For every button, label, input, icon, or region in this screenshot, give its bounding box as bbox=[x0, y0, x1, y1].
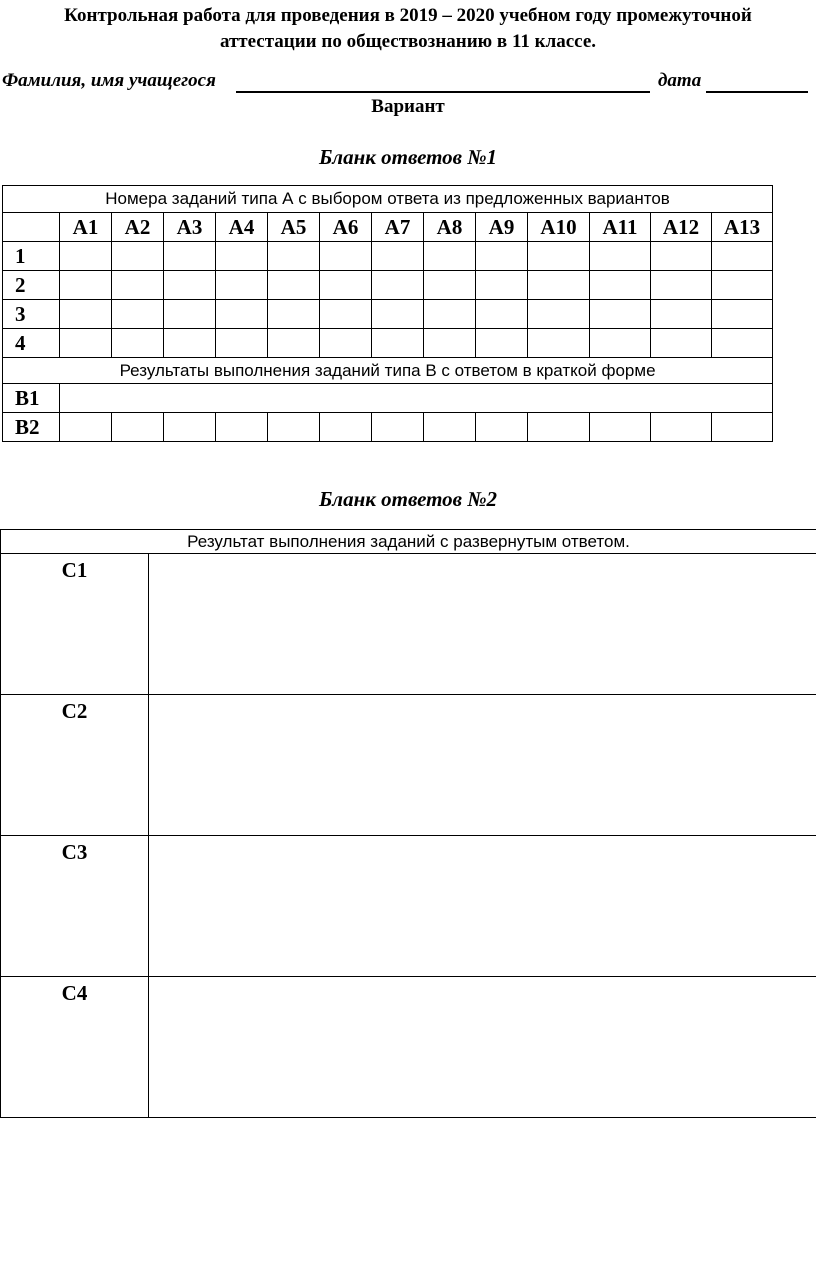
c-row bbox=[1, 977, 816, 1118]
answer-cell[interactable] bbox=[651, 413, 712, 442]
corner-cell bbox=[3, 213, 60, 242]
c4-answer-area[interactable] bbox=[149, 977, 816, 1118]
answer-cell[interactable] bbox=[528, 300, 590, 329]
col-header: А6 bbox=[320, 213, 372, 242]
row-header: 1 bbox=[3, 242, 60, 271]
answer-row bbox=[3, 271, 773, 300]
col-header: А10 bbox=[528, 213, 590, 242]
row-header: 3 bbox=[3, 300, 60, 329]
answer-cell[interactable] bbox=[712, 329, 773, 358]
b-row bbox=[3, 413, 773, 442]
c2-answer-area[interactable] bbox=[149, 695, 816, 836]
answer-cell[interactable] bbox=[372, 271, 424, 300]
answer-cell[interactable] bbox=[216, 329, 268, 358]
answer-cell[interactable] bbox=[268, 271, 320, 300]
row-header: 2 bbox=[3, 271, 60, 300]
answer-cell[interactable] bbox=[268, 300, 320, 329]
c1-answer-area[interactable] bbox=[149, 554, 816, 695]
row-header: В2 bbox=[3, 413, 60, 442]
answer-row bbox=[3, 329, 773, 358]
col-header: А8 bbox=[424, 213, 476, 242]
col-header: А13 bbox=[712, 213, 773, 242]
answer-cell[interactable] bbox=[528, 413, 590, 442]
document-title bbox=[0, 3, 816, 55]
answer-cell[interactable] bbox=[164, 413, 216, 442]
answer-cell[interactable] bbox=[372, 300, 424, 329]
answer-cell[interactable] bbox=[268, 413, 320, 442]
row-header: 4 bbox=[3, 329, 60, 358]
student-name-field[interactable] bbox=[236, 91, 650, 93]
answer-cell[interactable] bbox=[216, 242, 268, 271]
col-header: А9 bbox=[476, 213, 528, 242]
answer-table-1 bbox=[2, 185, 773, 442]
answer-cell[interactable] bbox=[112, 300, 164, 329]
answer-cell[interactable] bbox=[320, 242, 372, 271]
c-row bbox=[1, 836, 816, 977]
answer-cell[interactable] bbox=[476, 271, 528, 300]
answer-cell[interactable] bbox=[590, 242, 651, 271]
answer-cell[interactable] bbox=[712, 242, 773, 271]
date-field[interactable] bbox=[706, 91, 808, 93]
answer-cell[interactable] bbox=[590, 329, 651, 358]
col-header: А7 bbox=[372, 213, 424, 242]
answer-cell[interactable] bbox=[476, 413, 528, 442]
answer-cell[interactable] bbox=[372, 329, 424, 358]
answer-cell[interactable] bbox=[590, 413, 651, 442]
answer-cell[interactable] bbox=[60, 329, 112, 358]
row-header: С4 bbox=[1, 977, 149, 1118]
answer-row bbox=[3, 300, 773, 329]
answer-cell[interactable] bbox=[651, 242, 712, 271]
answer-cell[interactable] bbox=[112, 242, 164, 271]
c-row bbox=[1, 695, 816, 836]
answer-cell[interactable] bbox=[320, 413, 372, 442]
answer-cell[interactable] bbox=[651, 329, 712, 358]
col-header: А12 bbox=[651, 213, 712, 242]
answer-cell[interactable] bbox=[476, 329, 528, 358]
answer-cell[interactable] bbox=[372, 242, 424, 271]
answer-cell[interactable] bbox=[320, 329, 372, 358]
answer-cell[interactable] bbox=[712, 413, 773, 442]
answer-cell[interactable] bbox=[112, 413, 164, 442]
answer-cell[interactable] bbox=[60, 300, 112, 329]
answer-cell[interactable] bbox=[216, 300, 268, 329]
answer-cell[interactable] bbox=[320, 300, 372, 329]
answer-cell[interactable] bbox=[60, 271, 112, 300]
answer-cell[interactable] bbox=[268, 329, 320, 358]
answer-cell[interactable] bbox=[528, 242, 590, 271]
answer-cell[interactable] bbox=[372, 413, 424, 442]
answer-cell[interactable] bbox=[651, 271, 712, 300]
b1-answer-field[interactable] bbox=[60, 384, 773, 413]
answer-cell[interactable] bbox=[60, 242, 112, 271]
c-row bbox=[1, 554, 816, 695]
c3-answer-area[interactable] bbox=[149, 836, 816, 977]
row-header: С2 bbox=[1, 695, 149, 836]
answer-cell[interactable] bbox=[112, 329, 164, 358]
answer-cell[interactable] bbox=[424, 300, 476, 329]
row-header: С1 bbox=[1, 554, 149, 695]
answer-cell[interactable] bbox=[424, 242, 476, 271]
col-header: А1 bbox=[60, 213, 112, 242]
answer-cell[interactable] bbox=[216, 413, 268, 442]
col-header: А11 bbox=[590, 213, 651, 242]
answer-cell[interactable] bbox=[320, 271, 372, 300]
answer-cell[interactable] bbox=[268, 242, 320, 271]
answer-cell[interactable] bbox=[590, 300, 651, 329]
column-header-row bbox=[3, 213, 773, 242]
col-header: А3 bbox=[164, 213, 216, 242]
answer-cell[interactable] bbox=[476, 300, 528, 329]
part-b-header: Результаты выполнения заданий типа В с ответом в краткой форме bbox=[3, 358, 773, 384]
part-a-header: Номера заданий типа А с выбором ответа из предложенных вариантов bbox=[3, 186, 773, 213]
answer-cell[interactable] bbox=[424, 329, 476, 358]
student-info-line bbox=[0, 70, 816, 96]
col-header: А5 bbox=[268, 213, 320, 242]
col-header: А4 bbox=[216, 213, 268, 242]
variant-label: Вариант bbox=[371, 96, 445, 117]
answer-cell[interactable] bbox=[712, 271, 773, 300]
col-header: А2 bbox=[112, 213, 164, 242]
answer-cell[interactable] bbox=[164, 242, 216, 271]
answer-cell[interactable] bbox=[112, 271, 164, 300]
answer-row bbox=[3, 242, 773, 271]
answer-cell[interactable] bbox=[590, 271, 651, 300]
student-name-label: Фамилия, имя учащегося bbox=[2, 70, 216, 91]
blank1-title: Бланк ответов №1 bbox=[318, 145, 498, 169]
title-line-1: Контрольная работа для проведения в 2019 – 2020 учебном году промежуточной bbox=[64, 5, 752, 26]
blank2-title: Бланк ответов №2 bbox=[318, 487, 498, 511]
row-header: С3 bbox=[1, 836, 149, 977]
answer-cell[interactable] bbox=[424, 413, 476, 442]
answer-table-2 bbox=[0, 529, 816, 1118]
b-row bbox=[3, 384, 773, 413]
answer-cell[interactable] bbox=[164, 300, 216, 329]
title-line-2: аттестации по обществознанию в 11 классе. bbox=[219, 31, 597, 52]
answer-cell[interactable] bbox=[528, 271, 590, 300]
part-c-header: Результат выполнения заданий с развернутым ответом. bbox=[1, 530, 816, 554]
answer-cell[interactable] bbox=[216, 271, 268, 300]
answer-cell[interactable] bbox=[651, 300, 712, 329]
answer-cell[interactable] bbox=[60, 413, 112, 442]
answer-cell[interactable] bbox=[424, 271, 476, 300]
answer-cell[interactable] bbox=[712, 300, 773, 329]
answer-cell[interactable] bbox=[164, 271, 216, 300]
date-label: дата bbox=[658, 70, 702, 91]
answer-cell[interactable] bbox=[528, 329, 590, 358]
answer-cell[interactable] bbox=[164, 329, 216, 358]
answer-cell[interactable] bbox=[476, 242, 528, 271]
row-header: В1 bbox=[3, 384, 60, 413]
